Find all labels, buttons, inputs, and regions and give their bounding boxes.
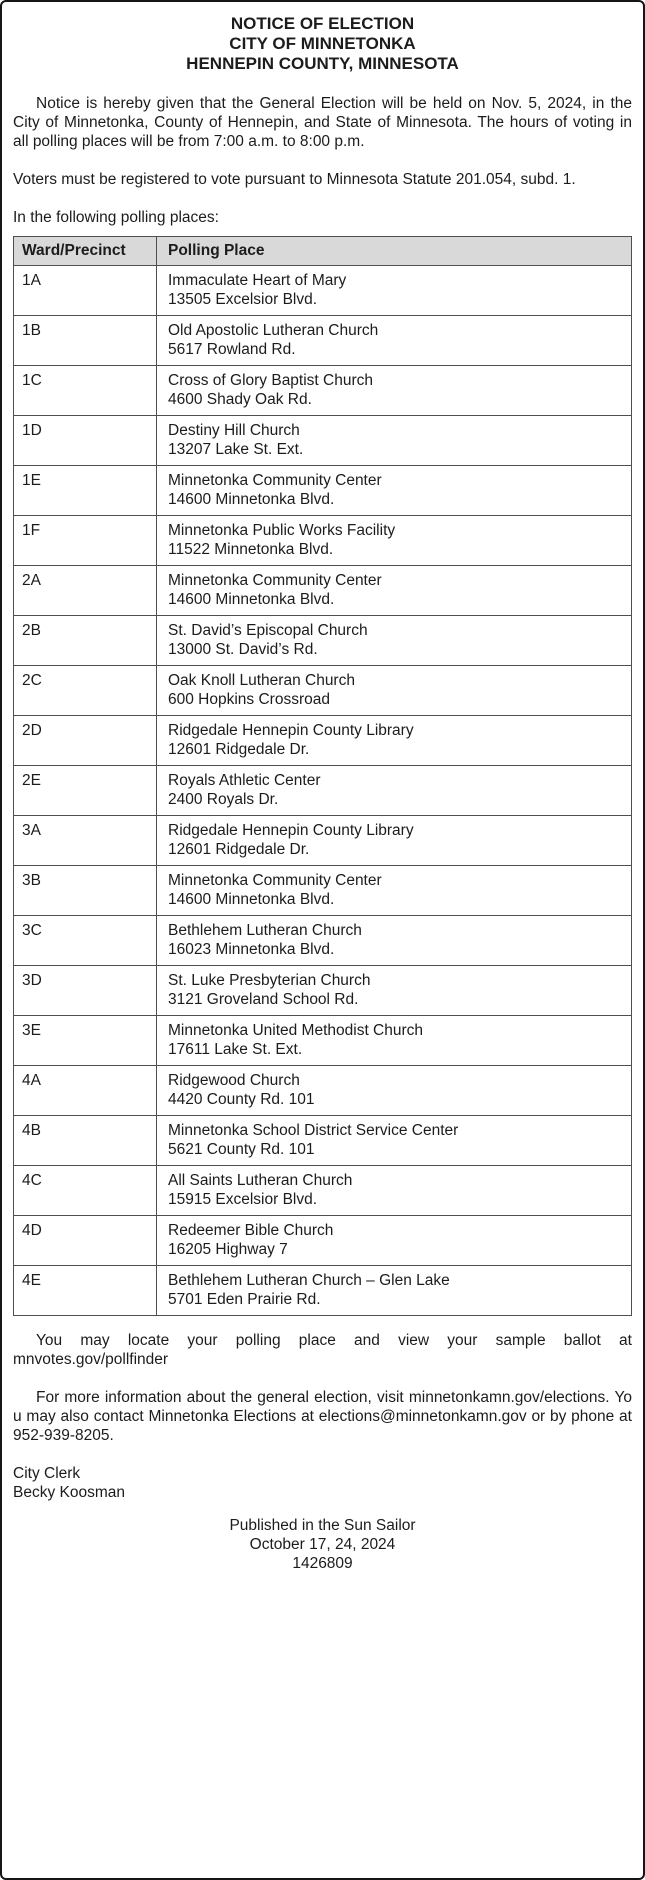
polling-place-cell <box>157 266 632 316</box>
table-header-row <box>14 237 632 266</box>
polling-place-cell <box>157 316 632 366</box>
polling-place-address: 14600 Minnetonka Blvd. <box>168 491 335 508</box>
table-row <box>14 1266 632 1316</box>
notice-title-line-3: HENNEPIN COUNTY, MINNESOTA <box>186 54 459 73</box>
polling-place-name: Ridgedale Hennepin County Library <box>168 822 414 839</box>
precinct-cell: 2C <box>14 666 157 716</box>
precinct-cell: 2E <box>14 766 157 816</box>
polling-table-body <box>14 266 632 1316</box>
polling-place-cell <box>157 516 632 566</box>
table-row <box>14 1066 632 1116</box>
precinct-cell: 4A <box>14 1066 157 1116</box>
clerk-title: City Clerk <box>13 1465 81 1482</box>
polling-places-lead: In the following polling places: <box>13 209 219 226</box>
polling-place-address: 4420 County Rd. 101 <box>168 1091 315 1108</box>
polling-place-name: Ridgewood Church <box>168 1072 300 1089</box>
notice-title <box>13 12 632 74</box>
polling-place-address: 17611 Lake St. Ext. <box>168 1041 303 1058</box>
polling-places-table <box>13 236 632 1316</box>
polling-place-address: 5617 Rowland Rd. <box>168 341 296 358</box>
polling-place-address: 12601 Ridgedale Dr. <box>168 741 310 758</box>
clerk-name: Becky Koosman <box>13 1484 125 1501</box>
polling-place-cell <box>157 466 632 516</box>
polling-place-cell <box>157 1216 632 1266</box>
table-row <box>14 616 632 666</box>
notice-title-line-1: NOTICE OF ELECTION <box>230 14 415 33</box>
polling-place-address: 15915 Excelsior Blvd. <box>168 1191 318 1208</box>
polling-place-name: Bethlehem Lutheran Church <box>168 922 362 939</box>
table-row <box>14 766 632 816</box>
precinct-cell: 1D <box>14 416 157 466</box>
polling-place-cell <box>157 966 632 1016</box>
precinct-cell: 4B <box>14 1116 157 1166</box>
polling-place-name: Ridgedale Hennepin County Library <box>168 722 414 739</box>
precinct-cell: 1B <box>14 316 157 366</box>
polling-place-cell <box>157 816 632 866</box>
polling-place-name: Oak Knoll Lutheran Church <box>168 672 355 689</box>
polling-place-name: Minnetonka Public Works Facility <box>168 522 396 539</box>
notice-id: 1426809 <box>292 1555 353 1572</box>
table-row <box>14 866 632 916</box>
polling-place-name: Old Apostolic Lutheran Church <box>168 322 379 339</box>
precinct-cell: 4D <box>14 1216 157 1266</box>
precinct-cell: 2B <box>14 616 157 666</box>
polling-place-name: Minnetonka United Methodist Church <box>168 1022 424 1039</box>
table-row <box>14 916 632 966</box>
polling-place-cell <box>157 616 632 666</box>
precinct-cell: 3E <box>14 1016 157 1066</box>
polling-place-address: 4600 Shady Oak Rd. <box>168 391 312 408</box>
ward-precinct-header: Ward/Precinct <box>14 237 157 266</box>
polling-place-address: 14600 Minnetonka Blvd. <box>168 591 335 608</box>
table-row <box>14 1216 632 1266</box>
polling-place-cell <box>157 1016 632 1066</box>
table-row <box>14 316 632 366</box>
precinct-cell: 4C <box>14 1166 157 1216</box>
polling-place-address: 12601 Ridgedale Dr. <box>168 841 310 858</box>
polling-place-address: 13207 Lake St. Ext. <box>168 441 304 458</box>
table-row <box>14 1116 632 1166</box>
table-row <box>14 366 632 416</box>
polling-place-address: 2400 Royals Dr. <box>168 791 279 808</box>
publication-dates: October 17, 24, 2024 <box>249 1536 396 1553</box>
polling-place-name: Minnetonka Community Center <box>168 572 382 589</box>
precinct-cell: 1C <box>14 366 157 416</box>
precinct-cell: 3D <box>14 966 157 1016</box>
table-row <box>14 266 632 316</box>
polling-place-cell <box>157 416 632 466</box>
precinct-cell: 3B <box>14 866 157 916</box>
precinct-cell: 1E <box>14 466 157 516</box>
polling-place-cell <box>157 1166 632 1216</box>
polling-place-cell <box>157 716 632 766</box>
polling-place-name: Minnetonka Community Center <box>168 472 382 489</box>
precinct-cell: 4E <box>14 1266 157 1316</box>
table-row <box>14 716 632 766</box>
polling-place-cell <box>157 866 632 916</box>
polling-place-name: Minnetonka Community Center <box>168 872 382 889</box>
polling-place-name: Bethlehem Lutheran Church – Glen Lake <box>168 1272 450 1289</box>
polling-place-name: Cross of Glory Baptist Church <box>168 372 374 389</box>
registration-paragraph: Voters must be registered to vote pursuant to Minnesota Statute 201.054, subd. 1. <box>13 171 576 188</box>
table-row <box>14 816 632 866</box>
precinct-cell: 1A <box>14 266 157 316</box>
table-row <box>14 966 632 1016</box>
polling-place-name: St. David’s Episcopal Church <box>168 622 368 639</box>
precinct-cell: 3C <box>14 916 157 966</box>
precinct-cell: 3A <box>14 816 157 866</box>
polling-place-address: 16205 Highway 7 <box>168 1241 288 1258</box>
polling-place-cell <box>157 1066 632 1116</box>
table-row <box>14 416 632 466</box>
polling-place-cell <box>157 666 632 716</box>
publication-footer <box>13 1516 632 1573</box>
publication-source: Published in the Sun Sailor <box>229 1517 416 1534</box>
polling-place-name: St. Luke Presbyterian Church <box>168 972 371 989</box>
polling-place-cell <box>157 1116 632 1166</box>
pollfinder-paragraph: You may locate your polling place and view your sample ballot at mnvotes.gov/pollfinder <box>13 1332 632 1368</box>
polling-place-name: Royals Athletic Center <box>168 772 321 789</box>
polling-place-name: Redeemer Bible Church <box>168 1222 334 1239</box>
table-row <box>14 666 632 716</box>
table-row <box>14 466 632 516</box>
table-row <box>14 566 632 616</box>
polling-place-cell <box>157 766 632 816</box>
precinct-cell: 2D <box>14 716 157 766</box>
table-row <box>14 516 632 566</box>
polling-place-address: 13000 St. David’s Rd. <box>168 641 318 658</box>
intro-paragraph: Notice is hereby given that the General Election will be held on Nov. 5, 2024, in the City of Minnetonka, County of Hennepin, and State of Minnesota. The hours of voting in all polling places will be from 7:00 a.m. to 8:00 p.m. <box>13 95 632 150</box>
precinct-cell: 2A <box>14 566 157 616</box>
polling-place-address: 3121 Groveland School Rd. <box>168 991 359 1008</box>
polling-place-name: Destiny Hill Church <box>168 422 300 439</box>
polling-place-header: Polling Place <box>157 237 632 266</box>
polling-place-address: 13505 Excelsior Blvd. <box>168 291 318 308</box>
polling-place-cell <box>157 916 632 966</box>
polling-place-address: 5701 Eden Prairie Rd. <box>168 1291 321 1308</box>
polling-place-cell <box>157 566 632 616</box>
polling-place-cell <box>157 1266 632 1316</box>
polling-place-name: Minnetonka School District Service Center <box>168 1122 459 1139</box>
signature-block <box>13 1464 632 1502</box>
precinct-cell: 1F <box>14 516 157 566</box>
polling-place-cell <box>157 366 632 416</box>
polling-place-name: All Saints Lutheran Church <box>168 1172 353 1189</box>
polling-place-address: 600 Hopkins Crossroad <box>168 691 330 708</box>
notice-title-line-2: CITY OF MINNETONKA <box>229 34 416 53</box>
table-row <box>14 1016 632 1066</box>
polling-place-address: 5621 County Rd. 101 <box>168 1141 315 1158</box>
polling-place-address: 16023 Minnetonka Blvd. <box>168 941 335 958</box>
table-row <box>14 1166 632 1216</box>
polling-place-name: Immaculate Heart of Mary <box>168 272 347 289</box>
polling-place-address: 11522 Minnetonka Blvd. <box>168 541 334 558</box>
contact-info-paragraph: For more information about the general election, visit minnetonkamn.gov/elections. You may also contact Minnetonka Elections at elections@minnetonkamn.gov or by phone at 952-939-8205. <box>13 1389 632 1444</box>
polling-place-address: 14600 Minnetonka Blvd. <box>168 891 335 908</box>
